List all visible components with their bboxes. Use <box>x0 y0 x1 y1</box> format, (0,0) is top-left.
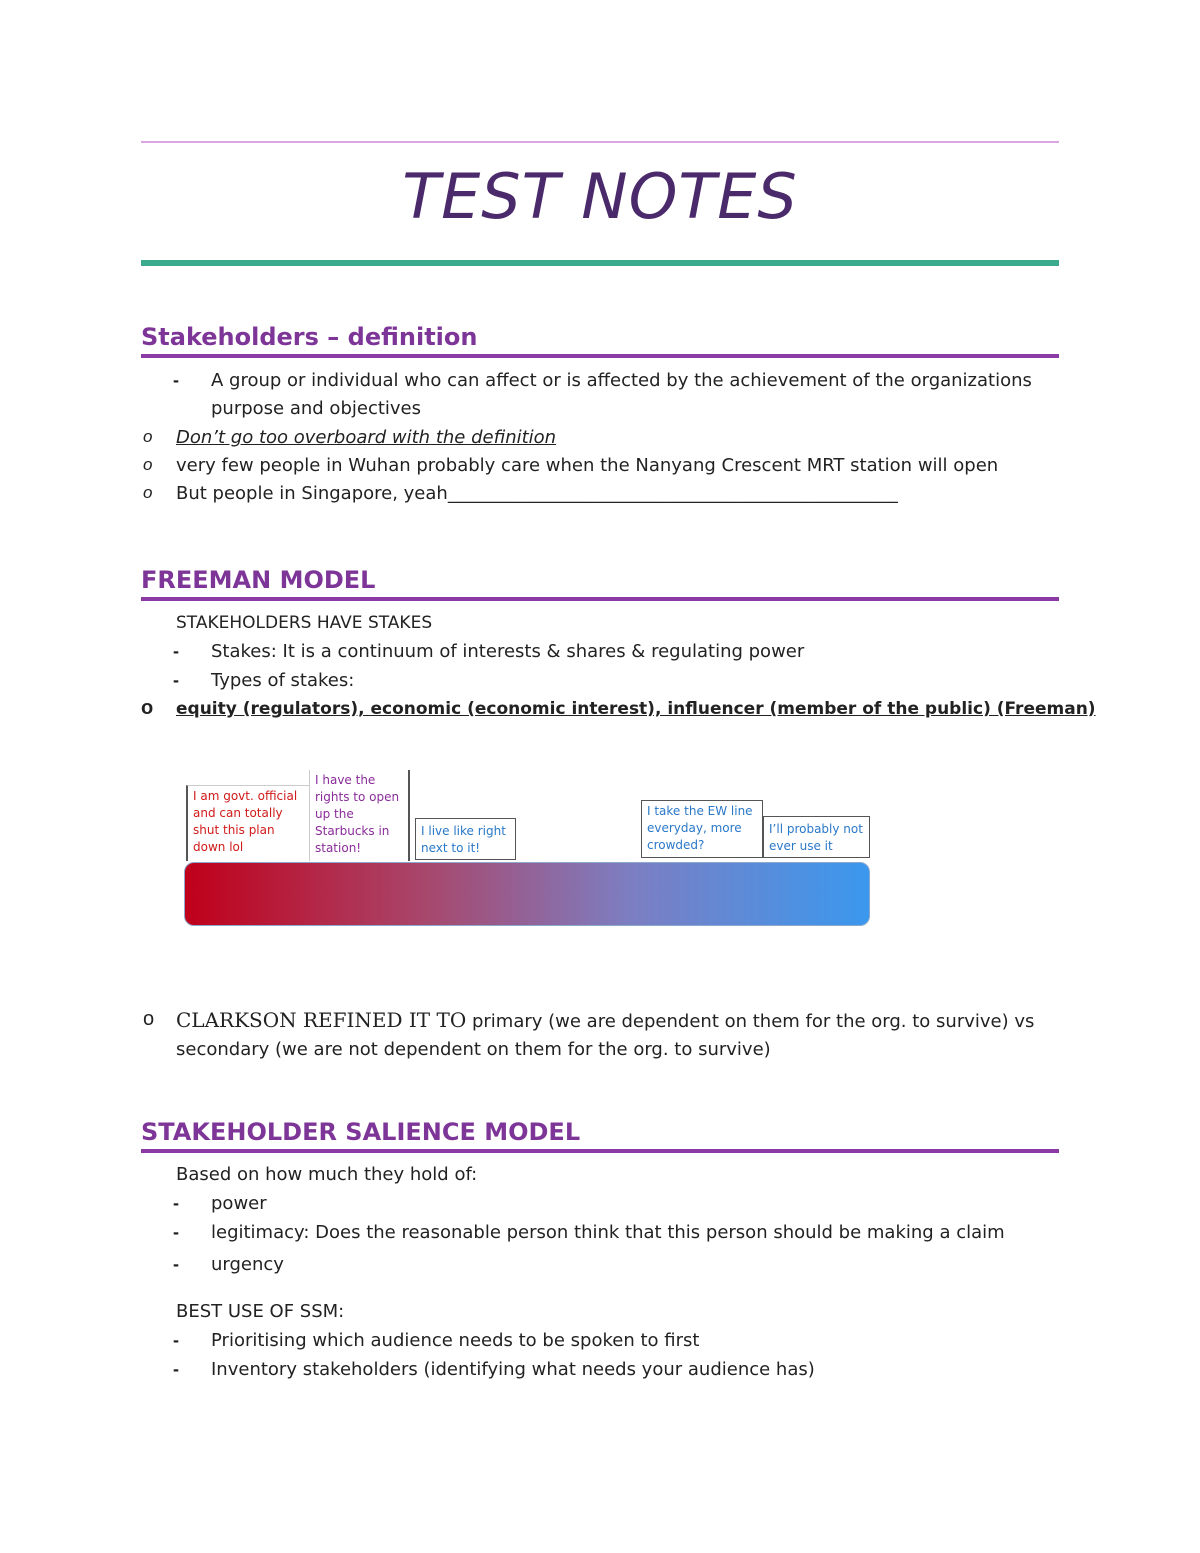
clarkson-primary: primary (we are dependent on them for the org. to survive) vs <box>466 1011 1035 1032</box>
callout-ew-line: I take the EW line everyday, more crowded? <box>641 800 763 858</box>
top-divider <box>141 141 1059 143</box>
dash-bullet: - <box>173 370 179 390</box>
best-use-heading: BEST USE OF SSM: <box>176 1301 345 1322</box>
o-bullet: o <box>143 455 153 474</box>
o-bullet: o <box>141 697 154 719</box>
section-divider <box>141 354 1059 358</box>
section-heading-freeman: FREEMAN MODEL <box>141 566 376 594</box>
o-bullet: o <box>143 1008 155 1030</box>
definition-text-line1: A group or individual who can affect or is affected by the achievement of the organizations <box>211 370 1032 391</box>
dash-bullet: - <box>173 1359 179 1379</box>
clarkson-lead: CLARKSON REFINED IT TO <box>176 1008 467 1032</box>
callout-starbucks: I have the rights to open up the Starbucks in station! <box>309 770 410 861</box>
dash-bullet: - <box>173 1330 179 1350</box>
clarkson-secondary: secondary (we are not dependent on them for the org. to survive) <box>176 1039 771 1060</box>
section-divider <box>141 1149 1059 1153</box>
definition-text-line2: purpose and objectives <box>211 398 422 419</box>
definition-note-3: But people in Singapore, yeah__________________________________________________ <box>176 483 898 504</box>
salience-intro: Based on how much they hold of: <box>176 1164 478 1185</box>
dash-bullet: - <box>173 1254 179 1274</box>
section-heading-definition: Stakeholders – definition <box>141 323 478 351</box>
document-title: TEST NOTES <box>402 160 798 233</box>
best-use-item-inventory: Inventory stakeholders (identifying what needs your audience has) <box>211 1359 815 1380</box>
freeman-item-stakes: Stakes: It is a continuum of interests & shares & regulating power <box>211 641 805 662</box>
callout-never-use: I’ll probably not ever use it <box>763 816 870 858</box>
dash-bullet: - <box>173 670 179 690</box>
definition-note-1: Don’t go too overboard with the definition <box>176 427 557 448</box>
section-heading-salience: STAKEHOLDER SALIENCE MODEL <box>141 1118 581 1146</box>
salience-item-urgency: urgency <box>211 1254 284 1275</box>
salience-item-power: power <box>211 1193 267 1214</box>
o-bullet: o <box>143 427 153 446</box>
dash-bullet: - <box>173 1222 179 1242</box>
o-bullet: o <box>143 483 153 502</box>
callout-live-nearby: I live like right next to it! <box>415 818 516 860</box>
salience-item-legitimacy: legitimacy: Does the reasonable person think that this person should be making a claim <box>211 1222 1005 1243</box>
dash-bullet: - <box>173 641 179 661</box>
freeman-stake-types: equity (regulators), economic (economic interest), influencer (member of the public) (Freeman) <box>176 699 1096 719</box>
freeman-item-types: Types of stakes: <box>211 670 355 691</box>
stake-continuum-bar <box>184 862 870 926</box>
freeman-subheading: STAKEHOLDERS HAVE STAKES <box>176 613 433 633</box>
definition-note-2: very few people in Wuhan probably care when the Nanyang Crescent MRT station will open <box>176 455 999 476</box>
callout-govt-official: I am govt. official and can totally shut this plan down lol <box>186 785 310 861</box>
section-divider <box>141 597 1059 601</box>
dash-bullet: - <box>173 1193 179 1213</box>
best-use-item-prioritising: Prioritising which audience needs to be spoken to first <box>211 1330 700 1351</box>
title-divider <box>141 260 1059 266</box>
